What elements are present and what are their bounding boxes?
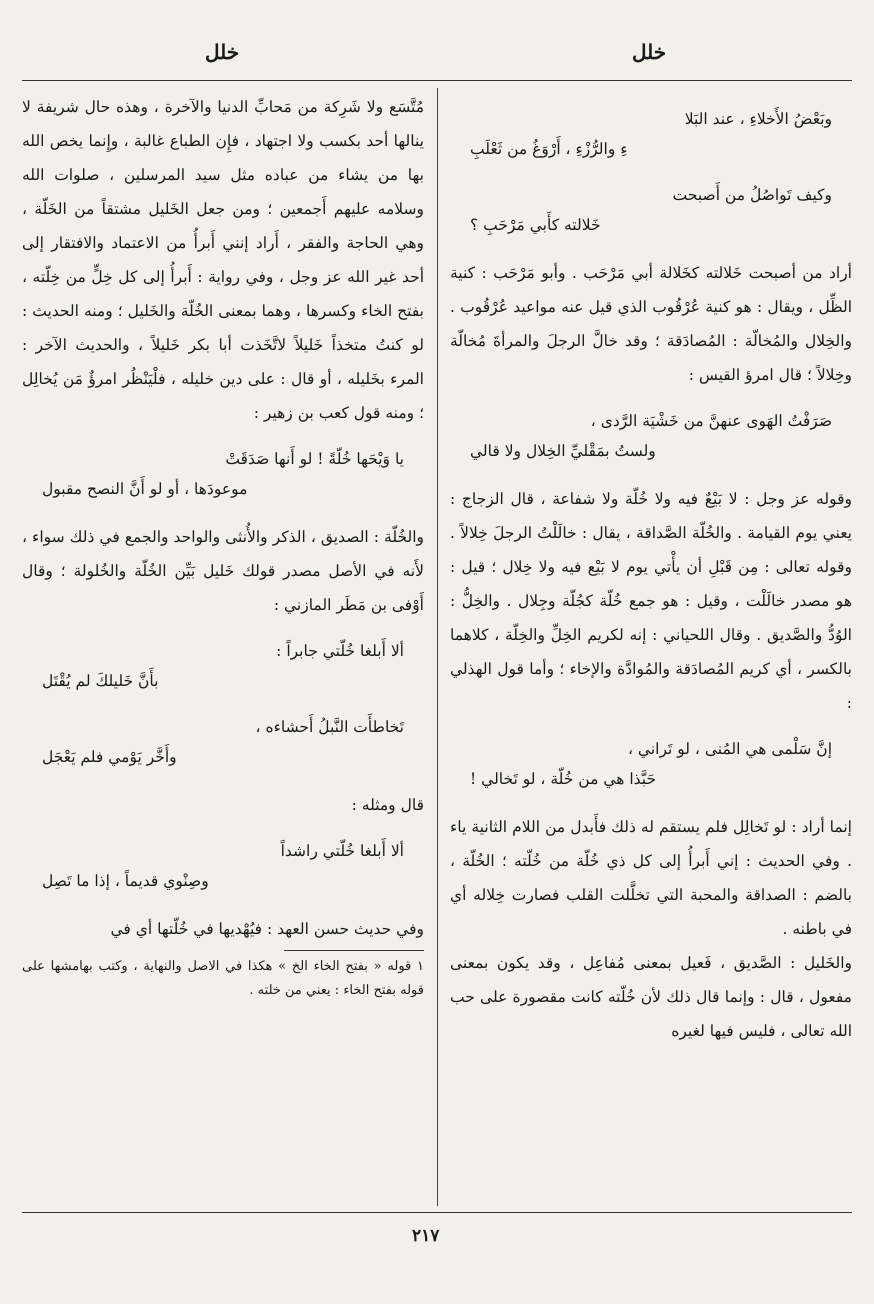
verse-line: يا وَيْحَها خُلّةً ! لو أَنها صَدَقَتْ [225, 450, 404, 468]
header-rule [22, 80, 852, 81]
footnote: ١ قوله « بفتح الخاء الخ » هكذا في الاصل والنهاية ، وكتب بهامشها على قوله بفتح الخاء : يعني من خلته . [22, 959, 424, 998]
verse-line: ألا أَبلغا خُلّتي جابراً : [276, 642, 404, 660]
verse-block [22, 444, 424, 504]
paragraph: مُتَّسَع ولا شَرِكة من مَحابِّ الدنيا والآخرة ، وهذه حال شريفة لا ينالها أحد بكسب ولا اجتهاد ، فإِن الطباع غالبة ، وإِنما يخص الله بها من يشاء من عباده مثل سيد المرسلين ، صلوات الله وسلامه عليهم أَجمعين ؛ ومن جعل الخَليل مشتقاً من الخَلّة ، وهي الحاجة والفقر ، أَراد إنني أَبرأُ من الاعتماد والافتقار إلى أحد غير الله عز وجل ، وفي رواية : أَبرأُ إلى كل خِلٍّ من خِلّته ، بفتح الخاء وكسرها ، وهما بمعنى الخُلّة والخَليل ؛ ومنه الحديث : لو كنتُ متخذاً خَليلاً لاتَّخَذت أبا بكر خَليلاً ، والحديث الآخر : المرء بخَليله ، أو قال : على دين خليله ، فلْيَنْظُر امرؤٌ مَن يُخالِل ؛ ومنه قول كعب بن زهير : [22, 98, 424, 422]
header-word-right: خلل [632, 40, 667, 64]
verse-line: حَبَّذا هي من خُلّة ، لو تَخالي ! [470, 770, 657, 788]
paragraph: أراد من أصبحت خَلالته كخَلالة أبي مَرْحَب . وأبو مَرْحَب : كنية الظِّل ، ويقال : هو كنية عُرْقُوب الذي قيل عنه مواعيد عُرْقُوب . والخِلال والمُخالّة : المُصادَقة ؛ وقد خالَّ الرجلَ والمرأةَ مُخالّة وخِلالاً ؛ قال امرؤ القيس : [450, 264, 852, 384]
verse-line: ءِ والرُّزْءِ ، أَرْوَغُ من ثَعْلَبِ [470, 140, 628, 158]
verse-line: وكيف تَواصُلُ من أَصبحت [672, 186, 832, 204]
verse-line: خَلالته كأَبي مَرْحَبِ ؟ [470, 216, 601, 234]
header-word-left: خلل [205, 40, 240, 64]
verse-line: وأَخَّر يَوْمي فلم يَعْجَل [42, 748, 177, 766]
paragraph: وفي حديث حسن العهد : فيُهْديها في خُلّتها أي في [110, 920, 424, 938]
verse-line: إنَّ سَلْمى هي المُنى ، لو تَراني ، [628, 740, 832, 758]
footnote-rule [284, 950, 424, 951]
column-divider [437, 88, 438, 1206]
page-number: ٢١٧ [412, 1226, 440, 1246]
verse-block [22, 636, 424, 696]
verse-line: وبَعْضُ الأَخلاءِ ، عند البَلا [684, 110, 832, 128]
verse-block [450, 734, 852, 794]
paragraph: وقوله عز وجل : لا بَيْعٌ فيه ولا خُلّة ولا شفاعة ، قال الزجاج : يعني يوم القيامة . والخُلّة الصَّداقة ، يقال : خالَلْتُ الرجلَ خِلالاً . وقوله تعالى : مِن قَبْلِ أن يأْتي يوم لا بَيْع فيه ولا خِلال ؛ قيل : هو مصدر خالَلْت ، وقيل : هو جمع خُلّة كجُلّة وجِلال . والخِلُّ : الوُدُّ والصَّديق . وقال اللحياني : إنه لكريم الخِلِّ والخِلّة ، كلاهما بالكسر ، أي كريم المُصادَقة والمُوادَّة والإخاء ؛ وأما قول الهذلي : [450, 490, 852, 712]
verse-line: موعودَها ، أو لو أَنَّ النصح مقبول [42, 480, 248, 498]
verse-block [22, 836, 424, 896]
verse-block [450, 180, 852, 240]
verse-line: تَخاطأَت النَّبلُ أَحشاءه ، [255, 718, 404, 736]
paragraph: قال ومثله : [351, 796, 424, 814]
verse-line: صَرَفْتُ الهَوى عنهنَّ من خَشْيَة الرَّدى ، [590, 412, 832, 430]
footer-rule [22, 1212, 852, 1213]
paragraph: إنما أراد : لو تَخالِل فلم يستقم له ذلك فأَبدل من اللام الثانية ياء . وفي الحديث : إني أَبرأُ إلى كل ذي خُلّة من خُلّته ؛ الخُلّة ، بالضم : الصداقة والمحبة التي تخلَّلت القلب فصارت خِلاله أي في باطنه . [450, 818, 852, 938]
verse-block [22, 712, 424, 772]
verse-line: ألا أَبلغا خُلّتي راشداً [280, 842, 404, 860]
verse-block [450, 406, 852, 466]
right-column [450, 90, 852, 1205]
verse-line: ولستُ بمَقْليِّ الخِلال ولا قالي [470, 442, 656, 460]
verse-line: بأَنَّ خَليلكَ لم يُقْتَل [42, 672, 159, 690]
left-column [22, 90, 424, 1205]
verse-block [450, 104, 852, 164]
paragraph: والخَليل : الصَّديق ، فَعيل بمعنى مُفاعِل ، وقد يكون بمعنى مفعول ، قال : وإنما قال ذلك لأن خُلّته كانت مقصورة على حب الله تعالى ، فليس فيها لغيره [450, 954, 852, 1040]
verse-line: وصِنْوي قديماً ، إذا ما تَصِل [42, 872, 209, 890]
paragraph: والخُلّة : الصديق ، الذكر والأُنثى والواحد والجمع في ذلك سواء ، لأَنه في الأصل مصدر قولك خَليل بَيِّن الخُلّة والخُلولة ؛ وقال أَوْفى بن مَطَر المازني : [22, 528, 424, 614]
